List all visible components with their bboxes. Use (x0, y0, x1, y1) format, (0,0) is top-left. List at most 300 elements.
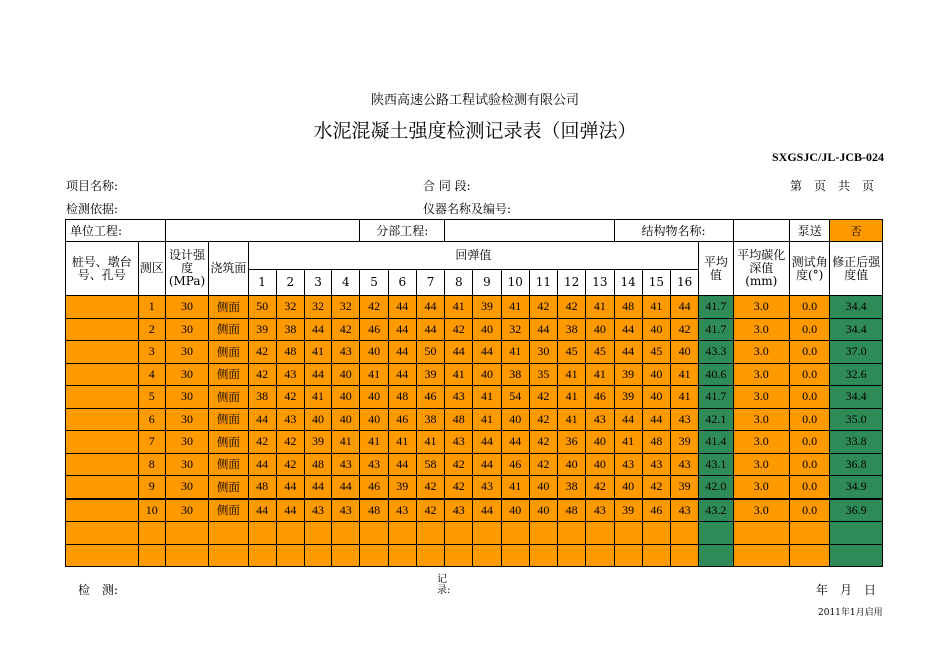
rebound-cell[interactable]: 41 (473, 386, 501, 409)
rebound-cell[interactable] (360, 544, 388, 567)
rebound-cell[interactable]: 44 (304, 363, 331, 386)
table-row (66, 544, 883, 567)
date-label: 年 月 日 (816, 583, 877, 597)
carb-cell[interactable]: 3.0 (733, 453, 789, 476)
rebound-cell[interactable]: 40 (529, 499, 557, 522)
design-cell[interactable]: 30 (165, 318, 208, 341)
rebound-cell[interactable]: 38 (248, 386, 276, 409)
rebound-cell[interactable]: 41 (304, 341, 331, 364)
rebound-cell[interactable]: 40 (529, 476, 557, 499)
face-cell[interactable]: 侧面 (209, 499, 248, 522)
rebound-cell[interactable] (614, 544, 642, 567)
rebound-cell[interactable]: 40 (586, 431, 614, 454)
carb-cell[interactable]: 3.0 (733, 386, 789, 409)
rebound-cell[interactable]: 44 (248, 453, 276, 476)
rebound-cell[interactable]: 41 (445, 296, 473, 319)
rebound-cell[interactable]: 58 (416, 453, 444, 476)
rebound-cell[interactable]: 38 (558, 476, 586, 499)
rebound-cell[interactable]: 48 (614, 296, 642, 319)
rebound-cell[interactable]: 43 (360, 453, 388, 476)
rebound-cell[interactable]: 44 (670, 296, 698, 319)
rebound-cell[interactable]: 32 (501, 318, 529, 341)
rebound-cell[interactable]: 42 (276, 386, 304, 409)
unit-value[interactable] (165, 220, 360, 242)
rebound-cell[interactable]: 41 (614, 431, 642, 454)
pile-cell[interactable] (66, 522, 139, 545)
rebound-cell[interactable]: 44 (501, 431, 529, 454)
design-cell[interactable]: 30 (165, 341, 208, 364)
design-cell[interactable]: 30 (165, 363, 208, 386)
rebound-cell[interactable]: 43 (445, 386, 473, 409)
angle-cell[interactable]: 0.0 (789, 318, 829, 341)
rebound-cell[interactable]: 44 (473, 431, 501, 454)
design-cell[interactable] (165, 544, 208, 567)
col-header: 6 (388, 270, 416, 296)
sub-value[interactable] (445, 220, 614, 242)
rebound-cell[interactable]: 38 (276, 318, 304, 341)
avg-cell: 43.2 (699, 499, 733, 522)
rebound-cell[interactable]: 41 (501, 476, 529, 499)
carb-cell[interactable]: 3.0 (733, 341, 789, 364)
rebound-cell[interactable]: 44 (276, 476, 304, 499)
rebound-cell[interactable]: 43 (586, 408, 614, 431)
zone-cell[interactable]: 4 (138, 363, 165, 386)
col-header: 8 (445, 270, 473, 296)
angle-cell[interactable] (789, 544, 829, 567)
rebound-cell[interactable]: 45 (586, 341, 614, 364)
pile-cell[interactable] (66, 431, 139, 454)
rebound-cell[interactable]: 32 (276, 296, 304, 319)
zone-cell[interactable]: 2 (138, 318, 165, 341)
rebound-cell[interactable]: 40 (642, 318, 670, 341)
rebound-cell[interactable]: 44 (388, 453, 416, 476)
rebound-cell[interactable]: 40 (304, 408, 331, 431)
design-cell[interactable]: 30 (165, 431, 208, 454)
rebound-cell[interactable] (332, 544, 360, 567)
rebound-cell[interactable]: 42 (445, 318, 473, 341)
rebound-cell[interactable]: 39 (248, 318, 276, 341)
rebound-cell[interactable]: 44 (276, 499, 304, 522)
angle-cell[interactable]: 0.0 (789, 408, 829, 431)
rebound-cell[interactable]: 42 (248, 341, 276, 364)
angle-cell[interactable] (789, 522, 829, 545)
rebound-cell[interactable] (586, 522, 614, 545)
rebound-cell[interactable]: 44 (529, 318, 557, 341)
rebound-cell[interactable]: 41 (388, 431, 416, 454)
rebound-cell[interactable]: 44 (388, 363, 416, 386)
rebound-cell[interactable]: 41 (501, 296, 529, 319)
rebound-cell[interactable]: 41 (360, 363, 388, 386)
angle-cell[interactable]: 0.0 (789, 341, 829, 364)
rebound-cell[interactable]: 42 (332, 318, 360, 341)
rebound-cell[interactable]: 44 (445, 341, 473, 364)
angle-cell[interactable]: 0.0 (789, 453, 829, 476)
rebound-cell[interactable]: 40 (360, 408, 388, 431)
rebound-cell[interactable] (276, 544, 304, 567)
zone-cell[interactable]: 7 (138, 431, 165, 454)
rebound-cell[interactable]: 39 (473, 296, 501, 319)
rebound-cell[interactable]: 40 (642, 363, 670, 386)
rebound-cell[interactable]: 46 (388, 408, 416, 431)
rebound-cell[interactable]: 48 (304, 453, 331, 476)
rebound-cell[interactable]: 44 (473, 499, 501, 522)
pile-cell[interactable] (66, 296, 139, 319)
rebound-cell[interactable] (642, 544, 670, 567)
rebound-cell[interactable]: 43 (670, 499, 698, 522)
rebound-cell[interactable] (501, 544, 529, 567)
pump-value[interactable]: 否 (830, 220, 883, 242)
rebound-cell[interactable]: 38 (558, 318, 586, 341)
rebound-cell[interactable]: 46 (586, 386, 614, 409)
pile-cell[interactable] (66, 341, 139, 364)
zone-cell[interactable] (138, 544, 165, 567)
carb-cell[interactable]: 3.0 (733, 431, 789, 454)
rebound-cell[interactable]: 39 (614, 363, 642, 386)
rebound-cell[interactable]: 43 (445, 499, 473, 522)
rebound-cell[interactable]: 48 (642, 431, 670, 454)
rebound-cell[interactable]: 40 (558, 453, 586, 476)
avg-cell (699, 522, 733, 545)
rebound-cell[interactable]: 42 (642, 476, 670, 499)
table-row (66, 522, 883, 545)
rebound-cell[interactable]: 45 (642, 341, 670, 364)
angle-cell[interactable]: 0.0 (789, 476, 829, 499)
face-cell[interactable] (209, 544, 248, 567)
rebound-cell[interactable]: 43 (586, 499, 614, 522)
rebound-cell[interactable]: 41 (586, 296, 614, 319)
rebound-cell[interactable]: 46 (642, 499, 670, 522)
rebound-cell[interactable] (558, 544, 586, 567)
carb-cell[interactable]: 3.0 (733, 499, 789, 522)
rebound-cell[interactable]: 43 (670, 408, 698, 431)
design-cell[interactable]: 30 (165, 408, 208, 431)
rebound-cell[interactable] (248, 522, 276, 545)
rebound-cell[interactable]: 41 (558, 386, 586, 409)
rebound-cell[interactable]: 42 (670, 318, 698, 341)
avg-cell (699, 544, 733, 567)
rebound-cell[interactable]: 39 (416, 363, 444, 386)
rebound-cell[interactable] (558, 522, 586, 545)
rebound-cell[interactable]: 38 (501, 363, 529, 386)
design-cell[interactable]: 30 (165, 476, 208, 499)
rebound-cell[interactable] (529, 522, 557, 545)
rebound-cell[interactable]: 43 (388, 499, 416, 522)
rebound-cell[interactable] (360, 522, 388, 545)
carb-cell[interactable] (733, 544, 789, 567)
face-cell[interactable]: 侧面 (209, 386, 248, 409)
design-cell[interactable] (165, 522, 208, 545)
face-cell[interactable]: 侧面 (209, 408, 248, 431)
rebound-cell[interactable] (445, 544, 473, 567)
col-header: 12 (558, 270, 586, 296)
col-header: 15 (642, 270, 670, 296)
angle-cell[interactable]: 0.0 (789, 296, 829, 319)
rebound-cell[interactable]: 41 (642, 296, 670, 319)
rebound-cell[interactable] (248, 544, 276, 567)
angle-cell[interactable]: 0.0 (789, 499, 829, 522)
rebound-cell[interactable]: 41 (558, 363, 586, 386)
rebound-cell[interactable]: 40 (642, 386, 670, 409)
rebound-cell[interactable]: 42 (529, 408, 557, 431)
rebound-cell[interactable]: 44 (304, 476, 331, 499)
rebound-cell[interactable]: 43 (642, 453, 670, 476)
rebound-cell[interactable]: 42 (248, 363, 276, 386)
rebound-cell[interactable] (388, 522, 416, 545)
struct-value[interactable] (733, 220, 789, 242)
rebound-cell[interactable]: 40 (670, 341, 698, 364)
rebound-cell[interactable]: 44 (332, 476, 360, 499)
carb-cell[interactable]: 3.0 (733, 408, 789, 431)
angle-cell[interactable]: 0.0 (789, 386, 829, 409)
face-cell[interactable]: 侧面 (209, 296, 248, 319)
avg-header: 平均值 (699, 242, 733, 296)
rebound-cell[interactable]: 48 (248, 476, 276, 499)
rebound-cell[interactable]: 41 (304, 386, 331, 409)
rebound-cell[interactable]: 39 (670, 476, 698, 499)
rebound-cell[interactable]: 43 (332, 499, 360, 522)
rebound-cell[interactable]: 42 (276, 453, 304, 476)
rebound-cell[interactable]: 48 (276, 341, 304, 364)
project-name-label: 项目名称: (66, 179, 119, 193)
struct-label: 结构物名称: (614, 220, 733, 242)
design-cell[interactable]: 30 (165, 499, 208, 522)
rebound-cell[interactable]: 42 (529, 296, 557, 319)
rebound-cell[interactable] (473, 544, 501, 567)
rebound-cell[interactable]: 41 (558, 408, 586, 431)
rebound-cell[interactable] (614, 522, 642, 545)
rebound-cell[interactable] (473, 522, 501, 545)
table-row (66, 296, 883, 319)
pile-cell[interactable] (66, 476, 139, 499)
rebound-cell[interactable]: 42 (416, 476, 444, 499)
rebound-cell[interactable]: 50 (416, 341, 444, 364)
zone-cell[interactable]: 8 (138, 453, 165, 476)
rebound-cell[interactable]: 41 (501, 341, 529, 364)
rebound-cell[interactable]: 44 (304, 318, 331, 341)
rebound-cell[interactable]: 40 (360, 341, 388, 364)
zone-cell[interactable] (138, 522, 165, 545)
rebound-cell[interactable] (670, 544, 698, 567)
rebound-cell[interactable]: 44 (614, 408, 642, 431)
rebound-cell[interactable]: 44 (388, 296, 416, 319)
pile-cell[interactable] (66, 386, 139, 409)
rebound-cell[interactable]: 42 (248, 431, 276, 454)
rebound-cell[interactable]: 44 (388, 341, 416, 364)
rebound-cell[interactable]: 46 (501, 453, 529, 476)
rebound-cell[interactable]: 40 (473, 363, 501, 386)
face-cell[interactable]: 侧面 (209, 318, 248, 341)
rebound-cell[interactable]: 38 (416, 408, 444, 431)
rebound-cell[interactable]: 42 (529, 386, 557, 409)
rebound-cell[interactable]: 43 (276, 408, 304, 431)
rebound-cell[interactable]: 43 (614, 453, 642, 476)
rebound-cell[interactable]: 42 (445, 476, 473, 499)
rebound-cell[interactable]: 40 (586, 318, 614, 341)
rebound-cell[interactable]: 42 (529, 453, 557, 476)
rebound-cell[interactable]: 40 (332, 386, 360, 409)
rebound-cell[interactable] (445, 522, 473, 545)
rebound-cell[interactable]: 32 (304, 296, 331, 319)
rebound-cell[interactable]: 41 (416, 431, 444, 454)
rebound-cell[interactable]: 43 (304, 499, 331, 522)
rebound-cell[interactable]: 44 (248, 499, 276, 522)
zone-cell[interactable]: 5 (138, 386, 165, 409)
rebound-cell[interactable] (670, 522, 698, 545)
rebound-cell[interactable]: 40 (586, 453, 614, 476)
rebound-cell[interactable] (332, 522, 360, 545)
rebound-cell[interactable] (416, 522, 444, 545)
zone-cell[interactable]: 10 (138, 499, 165, 522)
rebound-cell[interactable] (501, 522, 529, 545)
rebound-cell[interactable]: 42 (360, 296, 388, 319)
rebound-cell[interactable]: 40 (501, 408, 529, 431)
carb-cell[interactable]: 3.0 (733, 318, 789, 341)
face-cell[interactable]: 侧面 (209, 363, 248, 386)
rebound-cell[interactable]: 48 (445, 408, 473, 431)
design-cell[interactable]: 30 (165, 453, 208, 476)
carb-cell[interactable]: 3.0 (733, 363, 789, 386)
rebound-cell[interactable]: 32 (332, 296, 360, 319)
rebound-cell[interactable]: 46 (416, 386, 444, 409)
rebound-cell[interactable]: 44 (473, 341, 501, 364)
rebound-cell[interactable]: 44 (614, 318, 642, 341)
rebound-cell[interactable]: 42 (416, 499, 444, 522)
face-cell[interactable]: 侧面 (209, 431, 248, 454)
rebound-cell[interactable]: 43 (473, 476, 501, 499)
rebound-cell[interactable]: 42 (276, 431, 304, 454)
rebound-cell[interactable] (304, 544, 331, 567)
rebound-cell[interactable]: 41 (332, 431, 360, 454)
col-header: 5 (360, 270, 388, 296)
pump-label: 泵送 (789, 220, 829, 242)
design-cell[interactable]: 30 (165, 296, 208, 319)
rebound-cell[interactable]: 44 (473, 453, 501, 476)
rebound-cell[interactable]: 39 (304, 431, 331, 454)
rebound-cell[interactable]: 42 (445, 453, 473, 476)
rebound-cell[interactable]: 40 (332, 363, 360, 386)
version-note: 2011年1月启用 (818, 608, 883, 618)
rebound-cell[interactable]: 43 (276, 363, 304, 386)
carb-cell[interactable] (733, 522, 789, 545)
rebound-cell[interactable]: 40 (614, 476, 642, 499)
pile-cell[interactable] (66, 318, 139, 341)
face-cell[interactable]: 侧面 (209, 341, 248, 364)
avg-cell: 43.3 (699, 341, 733, 364)
zone-cell[interactable]: 6 (138, 408, 165, 431)
rebound-cell[interactable] (642, 522, 670, 545)
rebound-cell[interactable] (276, 522, 304, 545)
col-header: 3 (304, 270, 331, 296)
angle-cell[interactable]: 0.0 (789, 363, 829, 386)
rebound-cell[interactable]: 39 (614, 499, 642, 522)
rebound-cell[interactable]: 40 (332, 408, 360, 431)
rebound-cell[interactable]: 41 (586, 363, 614, 386)
corr-cell: 34.4 (830, 296, 883, 319)
rebound-cell[interactable] (529, 544, 557, 567)
pile-cell[interactable] (66, 408, 139, 431)
rebound-cell[interactable]: 41 (445, 363, 473, 386)
rebound-cell[interactable]: 54 (501, 386, 529, 409)
rebound-cell[interactable]: 44 (416, 296, 444, 319)
rebound-cell[interactable]: 43 (670, 453, 698, 476)
face-cell[interactable]: 侧面 (209, 476, 248, 499)
corr-cell: 32.6 (830, 363, 883, 386)
table-row (66, 431, 883, 454)
zone-cell[interactable]: 3 (138, 341, 165, 364)
contract-section-label: 合 同 段: (423, 179, 471, 193)
rebound-cell[interactable]: 30 (529, 341, 557, 364)
corr-cell: 34.4 (830, 318, 883, 341)
rebound-cell[interactable]: 42 (558, 296, 586, 319)
rebound-cell[interactable]: 42 (529, 431, 557, 454)
rebound-cell[interactable]: 35 (529, 363, 557, 386)
zone-cell[interactable]: 1 (138, 296, 165, 319)
corr-cell (830, 522, 883, 545)
rebound-cell[interactable]: 40 (473, 318, 501, 341)
rebound-cell[interactable]: 41 (473, 408, 501, 431)
rebound-cell[interactable]: 41 (360, 431, 388, 454)
avg-cell: 41.7 (699, 296, 733, 319)
rebound-cell[interactable] (416, 544, 444, 567)
face-cell[interactable]: 侧面 (209, 453, 248, 476)
rebound-cell[interactable]: 43 (332, 453, 360, 476)
avg-cell: 41.4 (699, 431, 733, 454)
angle-cell[interactable]: 0.0 (789, 431, 829, 454)
rebound-cell[interactable]: 42 (586, 476, 614, 499)
rebound-cell[interactable]: 46 (360, 476, 388, 499)
basis-label: 检测依据: (66, 202, 119, 216)
rebound-cell[interactable]: 40 (501, 499, 529, 522)
rebound-cell[interactable]: 44 (642, 408, 670, 431)
rebound-cell[interactable]: 48 (558, 499, 586, 522)
pile-cell[interactable] (66, 544, 139, 567)
rebound-cell[interactable]: 41 (670, 386, 698, 409)
rebound-cell[interactable]: 44 (614, 341, 642, 364)
carb-cell[interactable]: 3.0 (733, 296, 789, 319)
form-code: SXGSJC/JL-JCB-024 (771, 150, 884, 164)
rebound-cell[interactable]: 44 (248, 408, 276, 431)
zone-cell[interactable]: 9 (138, 476, 165, 499)
rebound-cell[interactable]: 41 (670, 363, 698, 386)
rebound-cell[interactable]: 46 (360, 318, 388, 341)
avg-cell: 42.0 (699, 476, 733, 499)
rebound-cell[interactable]: 39 (388, 476, 416, 499)
rebound-cell[interactable]: 39 (670, 431, 698, 454)
rebound-cell[interactable]: 43 (332, 341, 360, 364)
design-cell[interactable]: 30 (165, 386, 208, 409)
rebound-cell[interactable]: 48 (388, 386, 416, 409)
corr-cell: 37.0 (830, 341, 883, 364)
rebound-cell[interactable] (586, 544, 614, 567)
corr-cell: 35.0 (830, 408, 883, 431)
rebound-cell[interactable]: 45 (558, 341, 586, 364)
pile-cell[interactable] (66, 363, 139, 386)
rebound-cell[interactable] (388, 544, 416, 567)
rebound-cell[interactable]: 50 (248, 296, 276, 319)
rebound-cell[interactable] (304, 522, 331, 545)
rebound-cell[interactable]: 44 (388, 318, 416, 341)
rebound-cell[interactable]: 43 (445, 431, 473, 454)
rebound-cell[interactable]: 40 (360, 386, 388, 409)
rebound-cell[interactable]: 44 (416, 318, 444, 341)
rebound-cell[interactable]: 36 (558, 431, 586, 454)
rebound-cell[interactable]: 39 (614, 386, 642, 409)
pile-cell[interactable] (66, 453, 139, 476)
face-cell[interactable] (209, 522, 248, 545)
rebound-cell[interactable]: 48 (360, 499, 388, 522)
carb-cell[interactable]: 3.0 (733, 476, 789, 499)
pile-cell[interactable] (66, 499, 139, 522)
